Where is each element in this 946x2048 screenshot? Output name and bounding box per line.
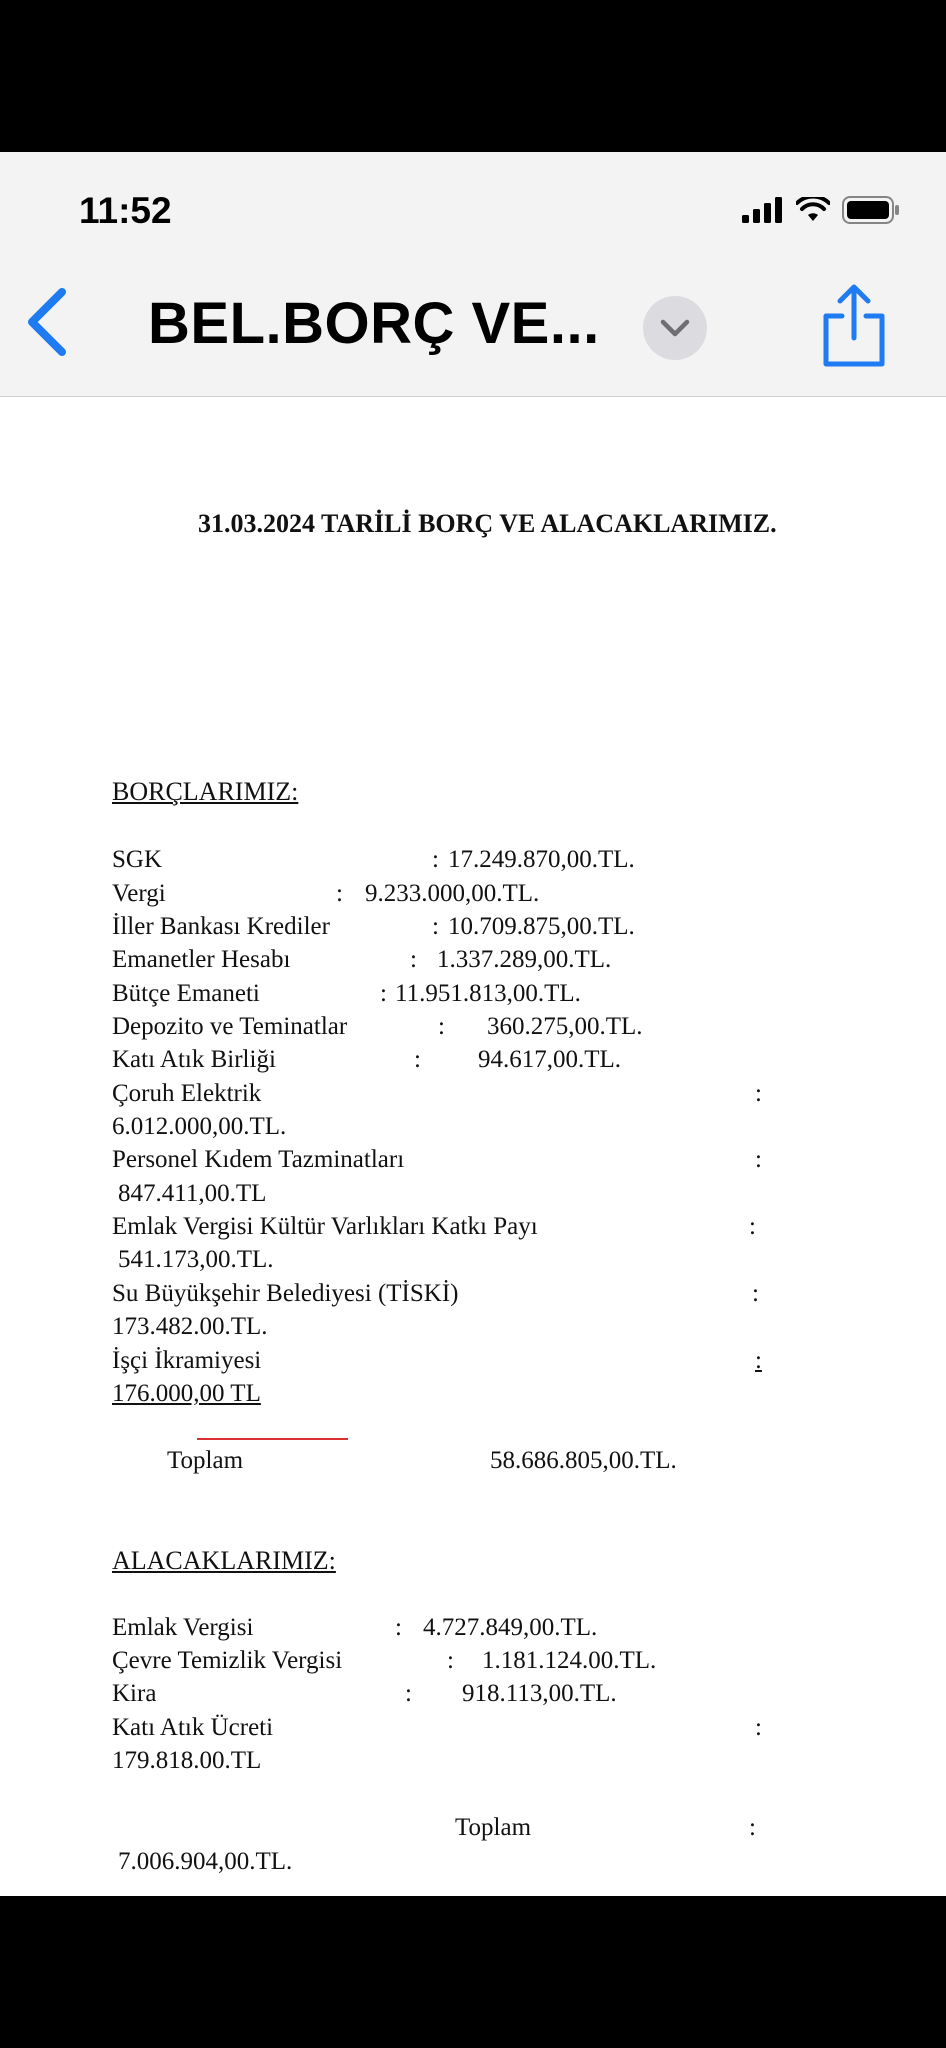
receivable-label: Çevre Temizlik Vergisi <box>112 1647 343 1674</box>
status-icons <box>742 196 900 224</box>
debt-value: 847.411,00.TL <box>118 1180 267 1207</box>
receivable-sep: : <box>405 1680 412 1707</box>
receivable-label: Kira <box>112 1680 157 1707</box>
debt-value: 360.275,00.TL. <box>487 1013 643 1040</box>
debt-value: 94.617,00.TL. <box>478 1046 622 1073</box>
debt-label: İller Bankası Krediler <box>112 913 330 940</box>
document-page <box>0 397 946 1896</box>
receivables-total-label: Toplam <box>455 1814 532 1841</box>
document-title-nav: BEL.BORÇ VE... <box>148 291 600 356</box>
receivable-sep: : <box>447 1647 454 1674</box>
debt-label: Vergi <box>112 880 166 907</box>
receivable-label: Emlak Vergisi <box>112 1614 254 1641</box>
debts-total-value: 58.686.805,00.TL. <box>490 1447 677 1474</box>
debt-value: 17.249.870,00.TL. <box>448 846 635 873</box>
chevron-down-icon <box>659 318 691 338</box>
signal-icon <box>742 197 784 223</box>
debt-value: 10.709.875,00.TL. <box>448 913 635 940</box>
receivable-sep: : <box>755 1714 762 1741</box>
receivable-sep: : <box>395 1614 402 1641</box>
debt-sep: : <box>755 1080 762 1107</box>
debt-label: Emlak Vergisi Kültür Varlıkları Katkı Payı <box>112 1213 538 1240</box>
debt-value: 176.000,00 TL <box>112 1380 261 1407</box>
debt-label: Çoruh Elektrik <box>112 1080 262 1107</box>
debt-value: 11.951.813,00.TL. <box>395 980 581 1007</box>
share-icon[interactable] <box>818 282 890 370</box>
debt-value: 1.337.289,00.TL. <box>437 946 612 973</box>
debts-total-label: Toplam <box>167 1447 244 1474</box>
debt-value: 541.173,00.TL. <box>118 1246 274 1273</box>
receivables-heading: ALACAKLARIMIZ: <box>112 1546 336 1575</box>
title-menu-button[interactable] <box>643 296 707 360</box>
red-underline-mark <box>197 1438 348 1440</box>
receivable-label: Katı Atık Ücreti <box>112 1714 274 1741</box>
debt-sep: : <box>438 1013 445 1040</box>
battery-icon <box>842 196 900 224</box>
debt-value: 173.482.00.TL. <box>112 1313 268 1340</box>
navigation-bar <box>0 152 946 397</box>
debt-sep: : <box>755 1146 762 1173</box>
debt-label: Bütçe Emaneti <box>112 980 260 1007</box>
debt-sep: : <box>432 846 439 873</box>
document-heading: 31.03.2024 TARİLİ BORÇ VE ALACAKLARIMIZ. <box>198 509 777 538</box>
receivable-value: 4.727.849,00.TL. <box>423 1614 598 1641</box>
wifi-icon <box>796 197 830 223</box>
receivable-value: 918.113,00.TL. <box>462 1680 617 1707</box>
debt-sep: : <box>749 1213 756 1240</box>
debt-value: 6.012.000,00.TL. <box>112 1113 287 1140</box>
debt-label: Emanetler Hesabı <box>112 946 291 973</box>
debt-label: Depozito ve Teminatlar <box>112 1013 348 1040</box>
debts-heading: BORÇLARIMIZ: <box>112 777 299 806</box>
debt-label: Su Büyükşehir Belediyesi (TİSKİ) <box>112 1280 459 1307</box>
debt-value: 9.233.000,00.TL. <box>365 880 540 907</box>
debt-sep: : <box>380 980 387 1007</box>
debt-label: Personel Kıdem Tazminatları <box>112 1146 405 1173</box>
debt-sep: : <box>336 880 343 907</box>
bottom-letterbox <box>0 1896 946 2048</box>
status-time: 11:52 <box>79 190 172 231</box>
back-chevron-icon[interactable] <box>22 282 72 362</box>
receivable-value: 1.181.124.00.TL. <box>482 1647 657 1674</box>
debt-sep: : <box>755 1347 762 1374</box>
receivables-total-sep: : <box>749 1814 756 1841</box>
debt-label: İşçi İkramiyesi <box>112 1347 262 1374</box>
debt-sep: : <box>414 1046 421 1073</box>
debt-sep: : <box>410 946 417 973</box>
debt-label: SGK <box>112 846 163 873</box>
debt-sep: : <box>432 913 439 940</box>
debt-sep: : <box>752 1280 759 1307</box>
debt-label: Katı Atık Birliği <box>112 1046 276 1073</box>
receivable-value: 179.818.00.TL <box>112 1747 262 1774</box>
receivables-total-value: 7.006.904,00.TL. <box>118 1848 293 1875</box>
top-letterbox <box>0 0 946 152</box>
